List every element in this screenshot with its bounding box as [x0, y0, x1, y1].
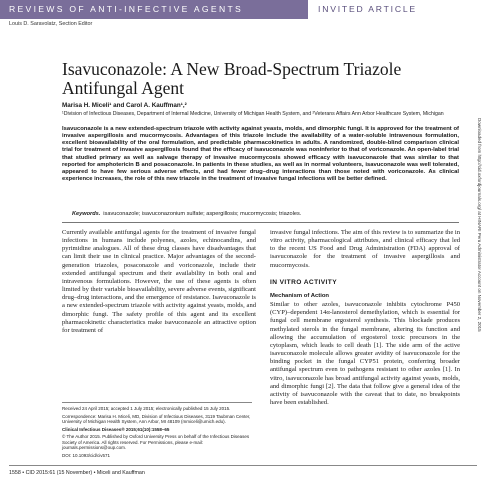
section-editor: Louis D. Saravolatz, Section Editor: [9, 21, 93, 27]
journal-header-band: [0, 0, 486, 19]
author-affiliation: ¹Division of Infectious Diseases, Department of Internal Medicine, University of Michigan Health System, and ²Veterans Affairs Ann Arbor Healthcare System, Michigan: [62, 111, 444, 117]
correspondence: Correspondence: Marisa H. Miceli, MD, Division of Infectious Diseases, 3119 Taubman Center, University of Michigan Health System, Ann Arbor, MI 48109 (mmiceli@umich.edu).: [62, 413, 251, 424]
keywords-label: Keywords.: [72, 211, 101, 217]
subsection-heading: Mechanism of Action: [270, 292, 330, 299]
footer-divider: [9, 465, 477, 466]
copyright: © The Author 2015. Published by Oxford University Press on behalf of the Infectious Diseases Society of America. All rights reserved. For Permissions, please e-mail: journals.permissions@oup.com.: [62, 434, 250, 450]
doi: DOI: 10.1093/cid/civ571: [62, 452, 111, 458]
download-note: [474, 118, 482, 378]
journal-citation: Clinical Infectious Diseases® 2015;61(10):1558–65: [62, 426, 170, 432]
intro-paragraph: Currently available antifungal agents for the treatment of invasive fungal infections in humans include polyenes, azoles, echinocandins, and pyrimidine analogues. All of these drug classes have disadvantages that can limit their use in clinical practice. Major advantages of the second-generation triazoles, posaconazole and voriconazole, include their extended antifungal spectrum and their availability in both oral and intravenous formulations. However, the use of these agents is often limited by their variable bioavailability, severe adverse events, significant drug–drug interactions, and the emergence of resistance. Isavuconazole is a new extended-spectrum triazole with activity against yeasts, molds, and dimorphic fungi. The safety profile of this agent and its excellent pharmacokinetic characteristics make isavuconazole an attractive option for treatment of: [62, 229, 256, 334]
article-footnote: [62, 402, 252, 460]
received-dates: Received 24 April 2015; accepted 1 July 2015; electronically published 15 July 2015.: [62, 406, 231, 411]
mechanism-paragraph: Similar to other azoles, isavuconazole inhibits cytochrome P450 (CYP)–dependent 14α-lanosterol demethylation, which is essential for fungal cell membrane ergosterol synthesis. This blockade produces methylated sterols in the fungal membrane, altering its function and allowing the accumulation of ergosterol toxic precursors in the cytoplasm, which leads to cell death [1]. The side arm of the active isavuconazole molecule allows greater avidity of isavuconazole for the binding pocket in the fungal CYP51 protein, conferring broader antifungal spectrum even to pathogens resistant to other azoles [1]. In vitro, isavuconazole has broad antifungal activity against yeasts, molds, and dimorphic fungi [2]. The data that follow give a general idea of the activity of isavuconazole with the caveat that to date, no breakpoints have been established.: [270, 301, 460, 406]
author-list: Marisa H. Miceli¹ and Carol A. Kauffman¹,²: [62, 102, 187, 109]
abstract: Isavuconazole is a new extended-spectrum triazole with activity against yeasts, molds, and dimorphic fungi. It is approved for the treatment of invasive aspergillosis and mucormycosis. Advantages of this triazole include the availability of a water-soluble intravenous formulation, excellent bioavailability of the oral formulation, and predictable pharmacokinetics in adults. A randomized, double-blind comparison clinical trial for treatment of invasive aspergillosis found that the efficacy of isavuconazole was noninferior to that of voriconazole. An open-label trial that studied primary as well as salvage therapy of invasive mucormycosis showed efficacy with isavuconazole that was similar to that reported for amphotericin B and posaconazole. In patients in these studies, as well as in normal volunteers, isavuconazole was well tolerated, appeared to have few serious adverse effects, and had fewer drug–drug interactions than those noted with voriconazole. As clinical experience increases, the role of this new triazole in the treatment of invasive fungal infections will be better defined.: [62, 126, 459, 183]
footnote-divider: [62, 402, 252, 403]
intro-continuation: invasive fungal infections. The aim of this review is to summarize the in vitro activity, pharmacological attributes, and clinical efficacy that led to the recent US Food and Drug Administration (FDA) approval of isavuconazole for the treatment of invasive aspergillosis and mucormycosis.: [270, 229, 460, 269]
abstract-divider: [62, 222, 459, 223]
body-column-right: [270, 229, 460, 407]
series-title: REVIEWS OF ANTI-INFECTIVE AGENTS: [0, 0, 308, 19]
article-title: Isavuconazole: A New Broad-Spectrum Triazole Antifungal Agent: [62, 59, 402, 98]
body-column-left: [62, 229, 256, 335]
download-note-text: Downloaded from http://cid.oxfordjournals.org/ at HINARI Peru Administrator Account on November 2, 2015: [477, 118, 482, 332]
keywords: [72, 211, 301, 217]
keywords-list: isavuconazole; isavuconazonium sulfate; aspergillosis; mucormycosis; triazoles.: [103, 211, 302, 217]
page-footer: 1558 • CID 2015:61 (15 November) • Miceli and Kauffman: [9, 470, 145, 476]
section-heading: IN VITRO ACTIVITY: [270, 278, 337, 286]
article-type: INVITED ARTICLE: [318, 4, 417, 14]
